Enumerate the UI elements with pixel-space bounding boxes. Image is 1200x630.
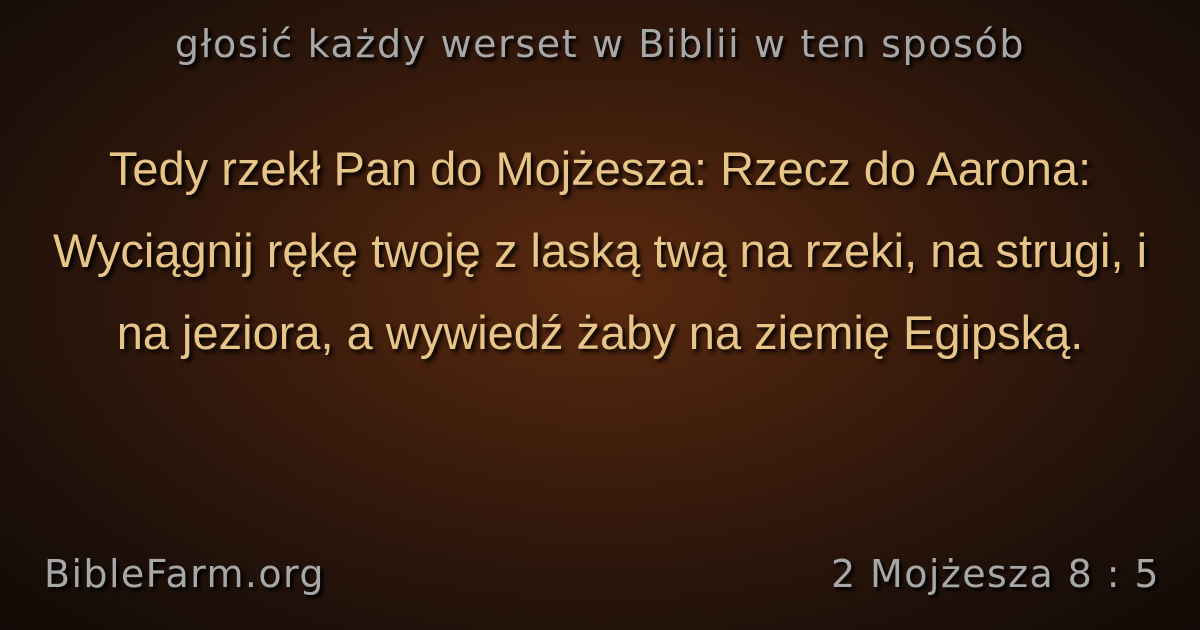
site-name: BibleFarm.org: [44, 552, 325, 596]
tagline: głosić każdy werset w Biblii w ten sposób: [174, 22, 1026, 66]
verse-reference: 2 Mojżesza 8 : 5: [831, 552, 1160, 596]
verse-text: Tedy rzekł Pan do Mojżesza: Rzecz do Aarona: Wyciągnij rękę twoję z laską twą na rzeki, na strugi, i na jeziora, a wywiedź żaby na ziemię Egipską.: [52, 142, 1148, 359]
